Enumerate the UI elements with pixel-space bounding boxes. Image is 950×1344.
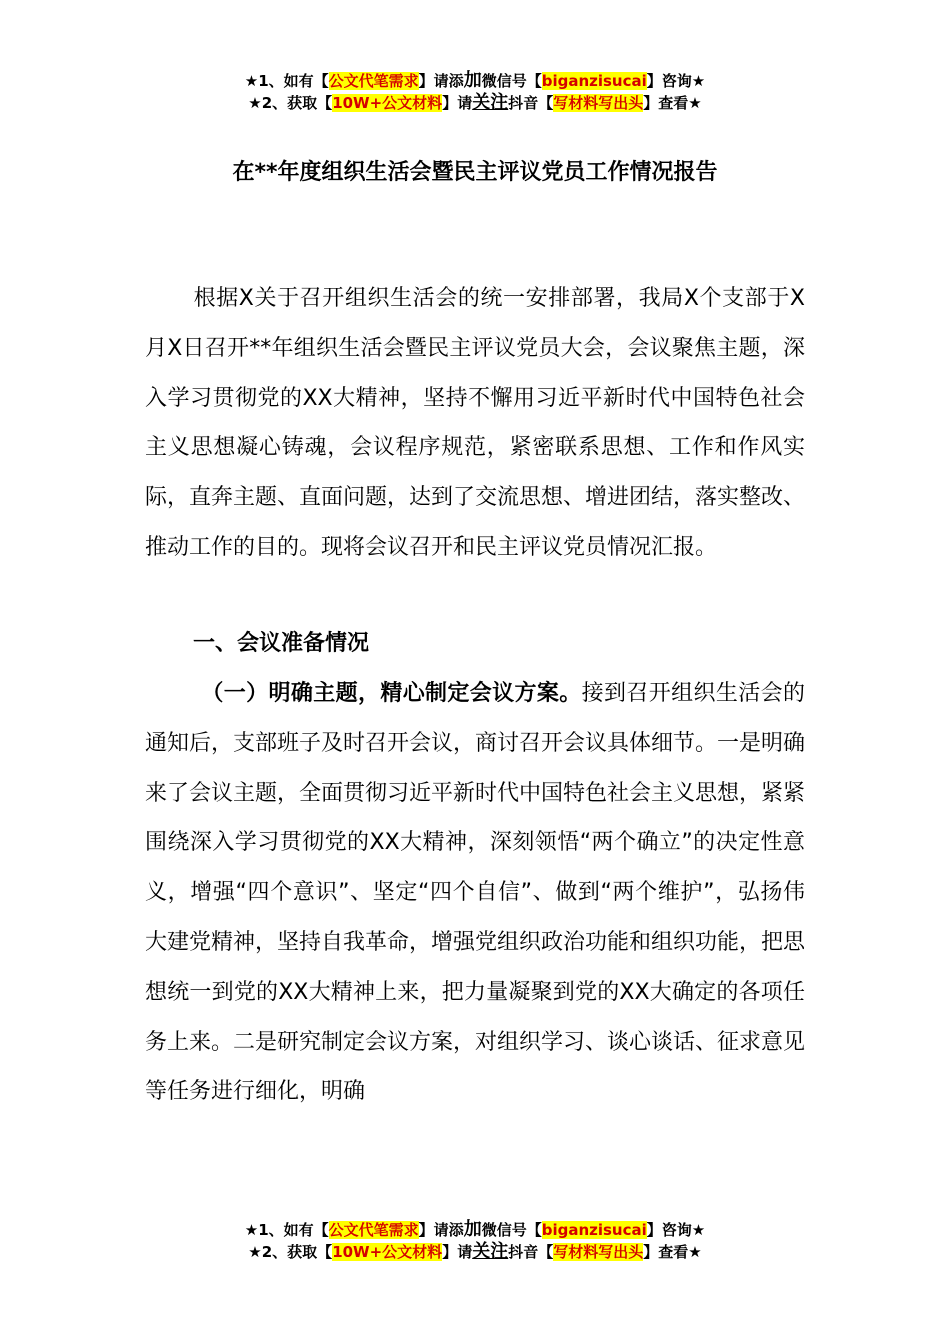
paragraph-text: 根据X关于召开组织生活会的统一安排部署，我局X个支部于X月X日召开**年组织生活会暨民主评议党员大会，会议聚焦主题，深入学习贯彻党的XX大精神，坚持不懈用习近平新时代中国特色社会主义思想凝心铸魂，会议程序规范，紧密联系思想、工作和作风实际，直奔主题、直面问题，达到了交流思想、增进团结，落实整改、推动工作的目的。现将会议召开和民主评议党员情况汇报。 (145, 286, 806, 560)
footer-banner (0, 1219, 950, 1263)
paragraph-section-1 (145, 669, 805, 1117)
highlight-materials: 10W+公文材料 (332, 94, 443, 112)
banner-text: 】查看★ (643, 1243, 702, 1261)
document-title: 在**年度组织生活会暨民主评议党员工作情况报告 (232, 160, 718, 185)
banner-text: 抖音【 (508, 94, 554, 112)
banner-text: 】请 (442, 94, 473, 112)
banner-text: 微信号【 (481, 72, 542, 90)
banner-line-2 (0, 1241, 950, 1263)
banner-text: 微信号【 (481, 1221, 542, 1239)
highlight-douyin-account: 写材料写出头 (553, 1243, 644, 1261)
banner-text: 】查看★ (643, 94, 702, 112)
highlight-service: 公文代笔需求 (328, 72, 419, 90)
banner-line-2 (0, 92, 950, 114)
highlight-douyin-account: 写材料写出头 (553, 94, 644, 112)
banner-text: 抖音【 (508, 1243, 554, 1261)
banner-text: ★1、如有【 (244, 1221, 329, 1239)
banner-emphasis: 关注 (472, 92, 509, 113)
paragraph-text: 接到召开组织生活会的通知后，支部班子及时召开会议，商讨召开会议具体细节。一是明确来了会议主题，全面贯彻习近平新时代中国特色社会主义思想，紧紧围绕深入学习贯彻党的XX大精神，深刻领悟“两个确立”的决定性意义，增强“四个意识”、坚定“四个自信”、做到“两个维护”，弘扬伟大建党精神，坚持自我革命，增强党组织政治功能和组织功能，把思想统一到党的XX大精神上来，把力量凝聚到党的XX大确定的各项任务上来。二是研究制定会议方案，对组织学习、谈心谈话、征求意见等任务进行细化，明确 (145, 681, 806, 1105)
highlight-materials: 10W+公文材料 (332, 1243, 443, 1261)
banner-text: ★2、获取【 (248, 1243, 333, 1261)
paragraph-intro (145, 274, 805, 573)
highlight-wechat-id: biganzisucai (541, 1221, 647, 1239)
banner-emphasis: 关注 (472, 1241, 509, 1262)
banner-emphasis: 加 (463, 1219, 482, 1240)
subsection-heading: （一）明确主题，精心制定会议方案。 (201, 681, 582, 706)
banner-text: 】请 (442, 1243, 473, 1261)
banner-text: 】请添 (418, 1221, 464, 1239)
banner-line-1 (0, 1219, 950, 1241)
banner-text: 】咨询★ (646, 72, 706, 90)
banner-line-1 (0, 70, 950, 92)
banner-text: 】咨询★ (646, 1221, 706, 1239)
highlight-service: 公文代笔需求 (328, 1221, 419, 1239)
banner-emphasis: 加 (463, 70, 482, 91)
banner-text: ★2、获取【 (248, 94, 333, 112)
highlight-wechat-id: biganzisucai (541, 72, 647, 90)
banner-text: 】请添 (418, 72, 464, 90)
banner-text: ★1、如有【 (244, 72, 329, 90)
section-heading: 一、会议准备情况 (193, 631, 370, 656)
header-banner (0, 70, 950, 114)
